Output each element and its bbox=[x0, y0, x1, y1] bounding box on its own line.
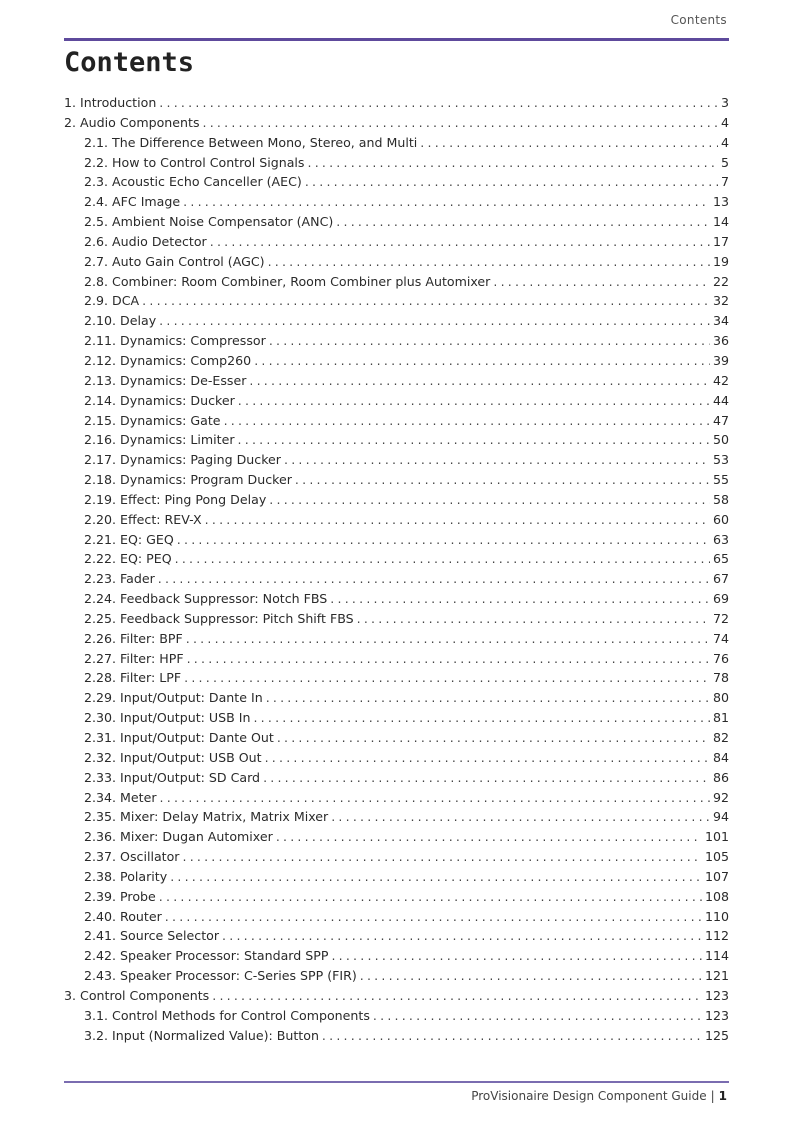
toc-entry-page[interactable]: 44 bbox=[712, 392, 729, 408]
toc-entry-number: 2.28. bbox=[84, 670, 117, 686]
running-header: Contents bbox=[670, 13, 727, 27]
toc-dot-leader bbox=[420, 133, 718, 153]
toc-entry-number: 2.40. bbox=[84, 908, 117, 924]
toc-entry[interactable] bbox=[64, 470, 729, 490]
toc-dot-leader bbox=[307, 153, 718, 173]
toc-entry-page[interactable]: 107 bbox=[704, 868, 729, 884]
toc-entry-number: 3.2. bbox=[84, 1027, 109, 1043]
toc-entry-number: 2.37. bbox=[84, 849, 117, 865]
toc-dot-leader bbox=[253, 708, 710, 728]
toc-entry-title[interactable]: Delay bbox=[120, 313, 157, 329]
toc-entry-title[interactable]: Input/Output: SD Card bbox=[120, 769, 261, 785]
toc-entry-page[interactable]: 58 bbox=[712, 491, 729, 507]
toc-entry-page[interactable]: 53 bbox=[712, 452, 729, 468]
toc-entry-number: 2.15. bbox=[84, 412, 117, 428]
toc-entry[interactable] bbox=[64, 807, 729, 827]
toc-entry-number: 2.18. bbox=[84, 472, 117, 488]
toc-entry-page[interactable]: 60 bbox=[712, 511, 729, 527]
toc-entry-number: 2.20. bbox=[84, 511, 117, 527]
toc-entry[interactable] bbox=[64, 668, 729, 688]
toc-entry[interactable] bbox=[64, 688, 729, 708]
toc-entry-number: 2.39. bbox=[84, 888, 117, 904]
toc-entry-number: 2.6. bbox=[84, 233, 109, 249]
toc-entry-page[interactable]: 42 bbox=[712, 372, 729, 388]
toc-entry[interactable] bbox=[64, 272, 729, 292]
toc-entry-number: 2.9. bbox=[84, 293, 109, 309]
toc-dot-leader bbox=[357, 609, 710, 629]
toc-entry-number: 2.38. bbox=[84, 868, 117, 884]
toc-entry-number: 2.11. bbox=[84, 333, 117, 349]
toc-entry-title[interactable]: Ambient Noise Compensator (ANC) bbox=[112, 214, 334, 230]
toc-entry-page[interactable]: 32 bbox=[712, 293, 729, 309]
toc-dot-leader bbox=[373, 1006, 702, 1026]
toc-entry-title[interactable]: EQ: PEQ bbox=[120, 551, 172, 567]
footer-page-number: 1 bbox=[718, 1089, 727, 1103]
toc-entry-number: 2.16. bbox=[84, 432, 117, 448]
toc-dot-leader bbox=[177, 530, 710, 550]
toc-entry-number: 2.32. bbox=[84, 749, 117, 765]
toc-entry-page[interactable]: 84 bbox=[712, 749, 729, 765]
toc-entry-number: 2.29. bbox=[84, 690, 117, 706]
toc-dot-leader bbox=[238, 430, 710, 450]
toc-entry-title[interactable]: Speaker Processor: Standard SPP bbox=[120, 948, 329, 964]
toc-entry-page[interactable]: 86 bbox=[712, 769, 729, 785]
toc-entry-number: 2.30. bbox=[84, 710, 117, 726]
toc-entry[interactable] bbox=[64, 490, 729, 510]
toc-entry-page[interactable]: 63 bbox=[712, 531, 729, 547]
header-rule bbox=[64, 38, 729, 41]
toc-dot-leader bbox=[224, 411, 710, 431]
toc-dot-leader bbox=[182, 847, 701, 867]
toc-entry-page[interactable]: 50 bbox=[712, 432, 729, 448]
toc-entry-number: 2.5. bbox=[84, 214, 109, 230]
toc-entry-number: 2.22. bbox=[84, 551, 117, 567]
toc-entry[interactable] bbox=[64, 946, 729, 966]
toc-dot-leader bbox=[268, 252, 710, 272]
toc-entry[interactable] bbox=[64, 351, 729, 371]
toc-entry-number: 2.21. bbox=[84, 531, 117, 547]
toc-entry[interactable] bbox=[64, 867, 729, 887]
toc-entry-title[interactable]: Feedback Suppressor: Notch FBS bbox=[120, 591, 328, 607]
toc-entry-page[interactable]: 13 bbox=[712, 194, 729, 210]
toc-entry-title[interactable]: Effect: Ping Pong Delay bbox=[120, 491, 267, 507]
toc-dot-leader bbox=[269, 490, 710, 510]
toc-entry-number: 2. bbox=[64, 114, 77, 130]
toc-dot-leader bbox=[265, 748, 710, 768]
toc-entry-number: 2.36. bbox=[84, 829, 117, 845]
toc-entry-number: 3.1. bbox=[84, 1007, 109, 1023]
toc-entry-page[interactable]: 74 bbox=[712, 630, 729, 646]
toc-entry-page[interactable]: 34 bbox=[712, 313, 729, 329]
toc-dot-leader bbox=[266, 688, 710, 708]
toc-entry-page[interactable]: 123 bbox=[704, 987, 729, 1003]
toc-entry[interactable] bbox=[64, 232, 729, 252]
toc-entry-title[interactable]: The Difference Between Mono, Stereo, and Multi bbox=[112, 134, 418, 150]
toc-entry-number: 2.35. bbox=[84, 809, 117, 825]
toc-entry[interactable] bbox=[64, 887, 729, 907]
toc-entry-page[interactable]: 14 bbox=[712, 214, 729, 230]
toc-entry-title[interactable]: Input (Normalized Value): Button bbox=[112, 1027, 319, 1043]
toc-dot-leader bbox=[170, 867, 702, 887]
toc-entry-page[interactable]: 92 bbox=[712, 789, 729, 805]
toc-entry-page[interactable]: 81 bbox=[712, 710, 729, 726]
toc-entry-title[interactable]: Audio Detector bbox=[112, 233, 207, 249]
toc-entry-page[interactable]: 69 bbox=[712, 591, 729, 607]
toc-entry-title[interactable]: Effect: REV-X bbox=[120, 511, 202, 527]
toc-dot-leader bbox=[331, 946, 702, 966]
toc-entry-title[interactable]: Source Selector bbox=[120, 928, 220, 944]
toc-entry-number: 2.3. bbox=[84, 174, 109, 190]
toc-dot-leader bbox=[305, 172, 718, 192]
toc-entry-title[interactable]: Mixer: Dugan Automixer bbox=[120, 829, 273, 845]
toc-entry-title[interactable]: Oscillator bbox=[120, 849, 180, 865]
toc-entry[interactable] bbox=[64, 569, 729, 589]
toc-entry[interactable] bbox=[64, 252, 729, 272]
toc-entry[interactable] bbox=[64, 847, 729, 867]
toc-entry-page[interactable]: 39 bbox=[712, 352, 729, 368]
toc-entry[interactable] bbox=[64, 907, 729, 927]
toc-dot-leader bbox=[295, 470, 710, 490]
toc-entry-number: 2.26. bbox=[84, 630, 117, 646]
toc-entry-title[interactable]: Input/Output: USB In bbox=[120, 710, 251, 726]
toc-dot-leader bbox=[184, 668, 710, 688]
toc-entry[interactable] bbox=[64, 192, 729, 212]
toc-entry-title[interactable]: Router bbox=[120, 908, 162, 924]
toc-entry[interactable] bbox=[64, 450, 729, 470]
toc-entry-number: 2.43. bbox=[84, 968, 117, 984]
toc-dot-leader bbox=[159, 93, 718, 113]
toc-entry-number: 3. bbox=[64, 987, 77, 1003]
toc-entry-title[interactable]: Control Methods for Control Components bbox=[112, 1007, 370, 1023]
toc-entry[interactable] bbox=[64, 291, 729, 311]
toc-entry-title[interactable]: EQ: GEQ bbox=[120, 531, 174, 547]
toc-entry-title[interactable]: Filter: LPF bbox=[120, 670, 182, 686]
toc-dot-leader bbox=[277, 728, 710, 748]
toc-entry-number: 2.13. bbox=[84, 372, 117, 388]
toc-entry[interactable] bbox=[64, 609, 729, 629]
toc-entry-title[interactable]: Mixer: Delay Matrix, Matrix Mixer bbox=[120, 809, 329, 825]
toc-entry-page[interactable]: 82 bbox=[712, 730, 729, 745]
toc-entry-number: 2.31. bbox=[84, 730, 117, 745]
toc-entry-title[interactable]: Meter bbox=[120, 789, 157, 805]
toc-entry-number: 2.34. bbox=[84, 789, 117, 805]
toc-entry-title[interactable]: Feedback Suppressor: Pitch Shift FBS bbox=[120, 610, 354, 626]
toc-entry-number: 2.17. bbox=[84, 452, 117, 468]
toc-entry[interactable] bbox=[64, 768, 729, 788]
toc-entry[interactable] bbox=[64, 93, 729, 113]
toc-entry[interactable] bbox=[64, 629, 729, 649]
toc-entry-title[interactable]: Dynamics: Limiter bbox=[120, 432, 235, 448]
toc-entry[interactable] bbox=[64, 430, 729, 450]
toc-entry-title[interactable]: Polarity bbox=[120, 868, 168, 884]
toc-entry[interactable] bbox=[64, 827, 729, 847]
toc-entry[interactable] bbox=[64, 549, 729, 569]
toc-dot-leader bbox=[284, 450, 710, 470]
toc-entry-title[interactable]: Dynamics: Compressor bbox=[120, 333, 266, 349]
toc-entry-number: 1. bbox=[64, 95, 77, 110]
toc-entry-title[interactable]: Speaker Processor: C-Series SPP (FIR) bbox=[120, 968, 357, 984]
toc-entry-title[interactable]: Fader bbox=[120, 571, 155, 587]
toc-entry[interactable] bbox=[64, 172, 729, 192]
toc-entry-page[interactable]: 114 bbox=[704, 948, 729, 964]
toc-entry-page[interactable]: 110 bbox=[704, 908, 729, 924]
toc-dot-leader bbox=[331, 807, 710, 827]
toc-entry-number: 2.23. bbox=[84, 571, 117, 587]
toc-entry-page[interactable]: 22 bbox=[712, 273, 729, 289]
toc-entry-number: 2.2. bbox=[84, 154, 109, 170]
toc-dot-leader bbox=[238, 391, 710, 411]
page-footer bbox=[471, 1089, 727, 1103]
toc-entry-page[interactable]: 121 bbox=[704, 968, 729, 984]
toc-dot-leader bbox=[175, 549, 710, 569]
toc-entry[interactable] bbox=[64, 966, 729, 986]
toc-entry-number: 2.7. bbox=[84, 253, 109, 269]
toc-entry[interactable] bbox=[64, 530, 729, 550]
toc-entry-title[interactable]: Acoustic Echo Canceller (AEC) bbox=[112, 174, 302, 190]
toc-entry-page[interactable]: 72 bbox=[712, 610, 729, 626]
toc-dot-leader bbox=[254, 351, 710, 371]
toc-entry-page[interactable]: 67 bbox=[712, 571, 729, 587]
toc-entry-title[interactable]: Filter: BPF bbox=[120, 630, 183, 646]
toc-dot-leader bbox=[249, 371, 710, 391]
toc-entry-title[interactable]: Combiner: Room Combiner, Room Combiner plus Automixer bbox=[112, 273, 491, 289]
toc-entry[interactable] bbox=[64, 153, 729, 173]
toc-entry-title[interactable]: Dynamics: Program Ducker bbox=[120, 472, 292, 488]
toc-entry-page[interactable]: 78 bbox=[712, 670, 729, 686]
toc-entry-page[interactable]: 36 bbox=[712, 333, 729, 349]
footer-rule bbox=[64, 1081, 729, 1083]
toc-entry-page[interactable]: 105 bbox=[704, 849, 729, 865]
toc-dot-leader bbox=[158, 569, 710, 589]
toc-entry-title[interactable]: Introduction bbox=[80, 95, 157, 110]
toc-dot-leader bbox=[186, 629, 710, 649]
toc-entry-title[interactable]: Probe bbox=[120, 888, 156, 904]
toc-entry[interactable] bbox=[64, 1006, 729, 1026]
toc-entry-number: 2.4. bbox=[84, 194, 109, 210]
toc-entry-title[interactable]: Dynamics: Gate bbox=[120, 412, 221, 428]
toc-entry[interactable] bbox=[64, 649, 729, 669]
toc-dot-leader bbox=[160, 788, 710, 808]
toc-entry-title[interactable]: DCA bbox=[112, 293, 140, 309]
toc-entry-page[interactable]: 76 bbox=[712, 650, 729, 666]
toc-entry-page[interactable]: 80 bbox=[712, 690, 729, 706]
toc-entry-number: 2.24. bbox=[84, 591, 117, 607]
toc-dot-leader bbox=[212, 986, 702, 1006]
toc-entry-number: 2.25. bbox=[84, 610, 117, 626]
toc-entry[interactable] bbox=[64, 391, 729, 411]
toc-entry-page[interactable]: 17 bbox=[712, 233, 729, 249]
toc-entry-page[interactable]: 123 bbox=[704, 1007, 729, 1023]
toc-entry[interactable] bbox=[64, 1026, 729, 1046]
toc-entry-title[interactable]: Dynamics: Comp260 bbox=[120, 352, 252, 368]
toc-dot-leader bbox=[205, 510, 710, 530]
toc-dot-leader bbox=[493, 272, 710, 292]
toc-entry-page[interactable]: 3 bbox=[720, 95, 729, 110]
toc-dot-leader bbox=[142, 291, 710, 311]
toc-entry[interactable] bbox=[64, 331, 729, 351]
toc-entry-title[interactable]: Control Components bbox=[80, 987, 210, 1003]
toc-entry-number: 2.14. bbox=[84, 392, 117, 408]
toc-entry[interactable] bbox=[64, 371, 729, 391]
toc-entry-number: 2.1. bbox=[84, 134, 109, 150]
toc-entry-title[interactable]: Input/Output: Dante In bbox=[120, 690, 263, 706]
toc-entry-number: 2.41. bbox=[84, 928, 117, 944]
toc-entry-number: 2.19. bbox=[84, 491, 117, 507]
toc-entry-page[interactable]: 94 bbox=[712, 809, 729, 825]
toc-entry[interactable] bbox=[64, 708, 729, 728]
toc-entry-title[interactable]: Input/Output: USB Out bbox=[120, 749, 262, 765]
toc-dot-leader bbox=[276, 827, 702, 847]
toc-dot-leader bbox=[222, 926, 702, 946]
toc-entry-title[interactable]: Dynamics: De-Esser bbox=[120, 372, 247, 388]
toc-entry-page[interactable]: 101 bbox=[704, 829, 729, 845]
toc-entry[interactable] bbox=[64, 411, 729, 431]
toc-dot-leader bbox=[187, 649, 710, 669]
toc-entry[interactable] bbox=[64, 133, 729, 153]
toc-dot-leader bbox=[159, 887, 702, 907]
toc-dot-leader bbox=[210, 232, 710, 252]
table-of-contents bbox=[64, 93, 729, 1046]
toc-entry-number: 2.12. bbox=[84, 352, 117, 368]
toc-dot-leader bbox=[183, 192, 710, 212]
toc-entry-page[interactable]: 108 bbox=[704, 888, 729, 904]
toc-dot-leader bbox=[165, 907, 702, 927]
toc-entry-number: 2.8. bbox=[84, 273, 109, 289]
toc-entry[interactable] bbox=[64, 728, 729, 748]
toc-entry-title[interactable]: AFC Image bbox=[112, 194, 181, 210]
toc-dot-leader bbox=[360, 966, 702, 986]
toc-dot-leader bbox=[159, 311, 710, 331]
toc-entry[interactable] bbox=[64, 986, 729, 1006]
toc-entry-title[interactable]: Input/Output: Dante Out bbox=[120, 730, 274, 745]
toc-entry-page[interactable]: 7 bbox=[720, 174, 729, 190]
toc-dot-leader bbox=[336, 212, 710, 232]
footer-separator: | bbox=[710, 1089, 715, 1103]
toc-entry-number: 2.27. bbox=[84, 650, 117, 666]
toc-entry-page[interactable]: 4 bbox=[720, 114, 729, 130]
toc-entry-number: 2.42. bbox=[84, 948, 117, 964]
toc-entry-page[interactable]: 65 bbox=[712, 551, 729, 567]
toc-entry-title[interactable]: Auto Gain Control (AGC) bbox=[112, 253, 265, 269]
toc-dot-leader bbox=[203, 113, 718, 133]
toc-entry[interactable] bbox=[64, 748, 729, 768]
toc-dot-leader bbox=[269, 331, 710, 351]
toc-entry[interactable] bbox=[64, 788, 729, 808]
toc-entry-page[interactable]: 5 bbox=[720, 154, 729, 170]
toc-entry[interactable] bbox=[64, 589, 729, 609]
toc-entry-page[interactable]: 55 bbox=[712, 472, 729, 488]
toc-entry-page[interactable]: 4 bbox=[720, 134, 729, 150]
toc-entry[interactable] bbox=[64, 926, 729, 946]
footer-doc-title: ProVisionaire Design Component Guide bbox=[471, 1089, 707, 1103]
toc-entry-title[interactable]: Dynamics: Paging Ducker bbox=[120, 452, 281, 468]
toc-dot-leader bbox=[263, 768, 710, 788]
toc-entry-number: 2.10. bbox=[84, 313, 117, 329]
page-title: Contents bbox=[64, 47, 195, 78]
toc-entry[interactable] bbox=[64, 311, 729, 331]
toc-entry-title[interactable]: Audio Components bbox=[80, 114, 200, 130]
toc-entry-page[interactable]: 125 bbox=[704, 1027, 729, 1043]
toc-entry-page[interactable]: 47 bbox=[712, 412, 729, 428]
toc-entry[interactable] bbox=[64, 510, 729, 530]
toc-entry-title[interactable]: Dynamics: Ducker bbox=[120, 392, 235, 408]
toc-entry[interactable] bbox=[64, 113, 729, 133]
toc-entry-title[interactable]: Filter: HPF bbox=[120, 650, 184, 666]
toc-dot-leader bbox=[330, 589, 710, 609]
toc-dot-leader bbox=[322, 1026, 702, 1046]
toc-entry-title[interactable]: How to Control Control Signals bbox=[112, 154, 305, 170]
toc-entry-number: 2.33. bbox=[84, 769, 117, 785]
toc-entry[interactable] bbox=[64, 212, 729, 232]
toc-entry-page[interactable]: 112 bbox=[704, 928, 729, 944]
toc-entry-page[interactable]: 19 bbox=[712, 253, 729, 269]
